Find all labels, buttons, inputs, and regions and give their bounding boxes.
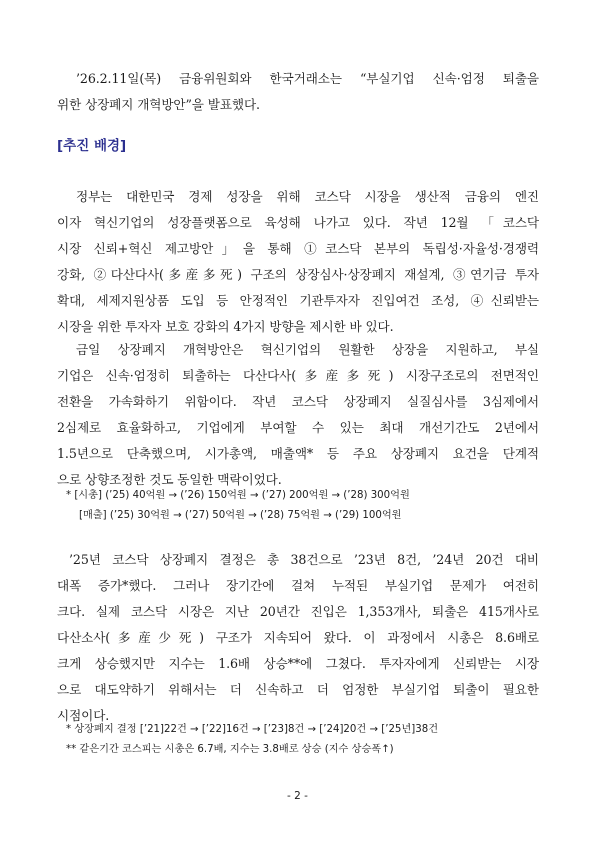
background-line: 확대, 세제지원상품 도입 등 안정적인 기관투자자 진입여건 조성, ④신뢰받는 bbox=[57, 293, 539, 308]
background-paragraph bbox=[57, 184, 539, 340]
delisting-line: 크다. 실제 코스닥 시장은 지난 20년간 진입은 1,353개사, 퇴출은 415개사로 bbox=[57, 604, 539, 619]
reform-line: 2심제로 효율화하고, 기업에게 부여할 수 있는 최대 개선기간도 2년에서 bbox=[57, 420, 539, 435]
reform-line: 1.5년으로 단축했으며, 시가총액, 매출액* 등 주요 상장폐지 요건을 단계적 bbox=[57, 446, 539, 461]
delisting-paragraph bbox=[57, 547, 539, 729]
intro-line-1: ’26.2.11일(목) 금융위원회와 한국거래소는 “부실기업 신속·엄정 퇴출을 bbox=[76, 71, 539, 86]
reform-line: 으로 상향조정한 것도 동일한 맥락이었다. bbox=[57, 472, 282, 487]
criteria-note-revenue: [매출] (’25) 30억원 → (’27) 50억원 → (’28) 75억원 → (’29) 100억원 bbox=[79, 510, 402, 521]
background-line: 정부는 대한민국 경제 성장을 위해 코스닥 시장을 생산적 금융의 엔진 bbox=[76, 189, 539, 204]
footnote-delisting-count: * 상장폐지 결정 [’21]22건 → [’22]16건 → [’23]8건 → [’24]20건 → [’25년]38건 bbox=[66, 724, 439, 735]
delisting-line: 크게 상승했지만 지수는 1.6배 상승**에 그쳤다. 투자자에게 신뢰받는 시장 bbox=[57, 656, 539, 671]
background-line: 시장을 위한 투자자 보호 강화의 4가지 방향을 제시한 바 있다. bbox=[57, 319, 394, 334]
intro-paragraph-cont bbox=[57, 92, 539, 118]
delisting-line: 다산소사(多産少死) 구조가 지속되어 왔다. 이 과정에서 시총은 8.6배로 bbox=[57, 630, 539, 645]
delisting-line: 대폭 증가*했다. 그러나 장기간에 걸쳐 누적된 부실기업 문제가 여전히 bbox=[57, 578, 539, 593]
background-line: 강화, ②다산다사(多産多死) 구조의 상장심사·상장폐지 재설계, ③연기금 투자 bbox=[57, 267, 539, 282]
delisting-line: 시점이다. bbox=[57, 708, 110, 723]
intro-paragraph bbox=[76, 66, 539, 92]
page-number: - 2 - bbox=[287, 790, 308, 802]
delisting-line: 으로 대도약하기 위해서는 더 신속하고 더 엄정한 부실기업 퇴출이 필요한 bbox=[57, 682, 539, 697]
reform-line: 기업은 신속·엄정히 퇴출하는 다산다사(多産多死) 시장구조로의 전면적인 bbox=[57, 368, 539, 383]
reform-line: 전환을 가속화하기 위함이다. 작년 코스닥 상장폐지 실질심사를 3심제에서 bbox=[57, 394, 539, 409]
criteria-note-market-cap: * [시총] (’25) 40억원 → (’26) 150억원 → (’27) 200억원 → (’28) 300억원 bbox=[66, 490, 410, 501]
reform-line: 금일 상장폐지 개혁방안은 혁신기업의 원활한 상장을 지원하고, 부실 bbox=[76, 342, 539, 357]
footnote-kospi-comparison: ** 같은기간 코스피는 시총은 6.7배, 지수는 3.8배로 상승 (지수 상승폭↑) bbox=[66, 744, 394, 755]
delisting-line: ’25년 코스닥 상장폐지 결정은 총 38건으로 ’23년 8건, ’24년 20건 대비 bbox=[69, 552, 539, 567]
reform-paragraph bbox=[57, 337, 539, 493]
intro-line-2: 위한 상장폐지 개혁방안”을 발표했다. bbox=[57, 97, 260, 112]
background-line: 시장 신뢰+혁신 제고방안」을 통해 ①코스닥 본부의 독립성·자율성·경쟁력 bbox=[57, 241, 539, 256]
section-heading: [추진 배경] bbox=[57, 138, 127, 154]
background-line: 이자 혁신기업의 성장플랫폼으로 육성해 나가고 있다. 작년 12월 「코스닥 bbox=[57, 215, 539, 230]
